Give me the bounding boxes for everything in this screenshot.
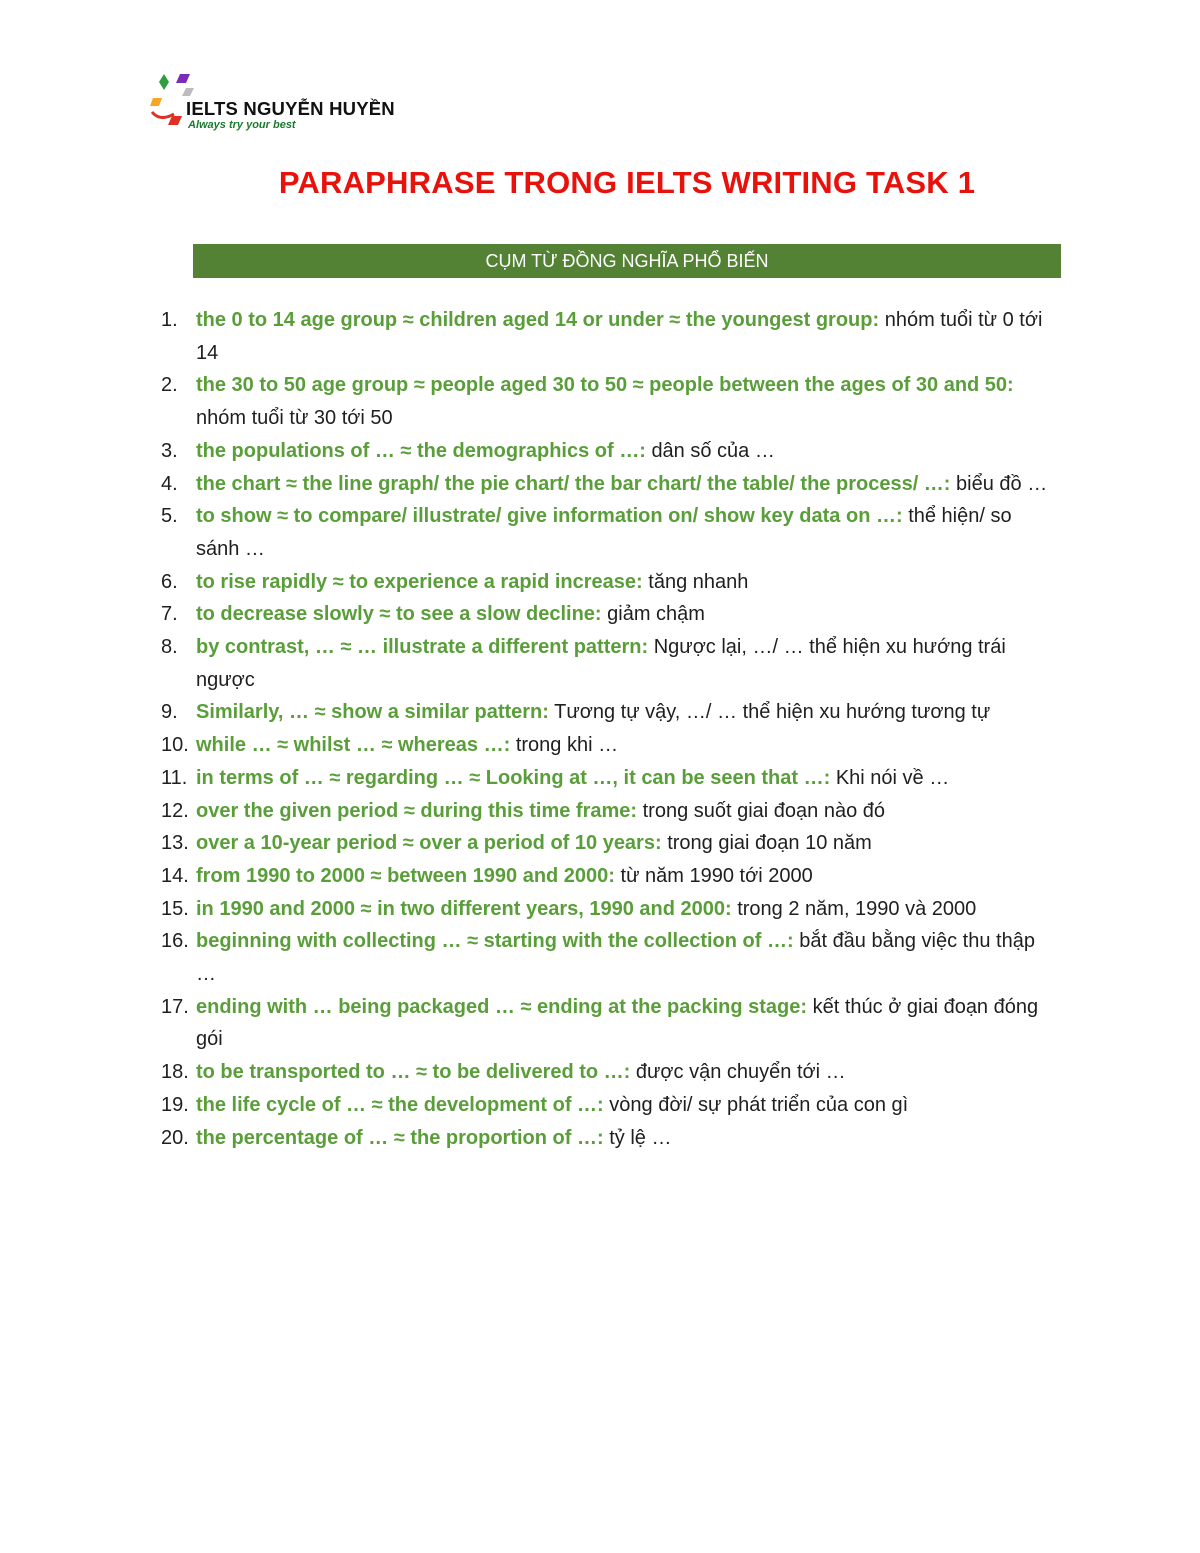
list-item-text [196, 925, 1055, 990]
list-item-text [196, 1089, 1055, 1122]
list-item [150, 631, 1055, 696]
list-item [150, 435, 1055, 468]
vietnamese-meaning: tăng nhanh [648, 570, 749, 593]
list-item [150, 795, 1055, 828]
list-item-number: 16. [161, 930, 189, 953]
vietnamese-meaning: Khi nói về … [835, 766, 950, 789]
list-item-number: 17. [161, 995, 189, 1018]
vietnamese-meaning: kết thúc ở giai đoạn đóng gói [196, 995, 1039, 1051]
list-item [150, 925, 1055, 990]
list-item [150, 860, 1055, 893]
list-item-number: 10. [161, 734, 189, 757]
vietnamese-meaning: bắt đầu bằng việc thu thập … [196, 930, 1035, 986]
vietnamese-meaning: giảm chậm [607, 603, 705, 626]
vietnamese-meaning: biểu đồ … [956, 472, 1048, 495]
vietnamese-meaning: trong suốt giai đoạn nào đó [642, 799, 886, 822]
list-item-number: 13. [161, 832, 189, 855]
list-item-text [196, 795, 1055, 828]
list-item-text [196, 729, 1055, 762]
list-item-number: 19. [161, 1093, 189, 1116]
english-phrase: the percentage of … ≈ the proportion of …: [196, 1126, 604, 1149]
list-item [150, 696, 1055, 729]
vietnamese-meaning: từ năm 1990 tới 2000 [620, 864, 813, 887]
list-item-text [196, 893, 1055, 926]
english-phrase: the populations of … ≈ the demographics of …: [196, 439, 646, 462]
section-heading: CỤM TỪ ĐỒNG NGHĨA PHỔ BIẾN [193, 244, 1061, 278]
list-item-text [196, 1056, 1055, 1089]
list-item [150, 1089, 1055, 1122]
english-phrase: to be transported to … ≈ to be delivered to …: [196, 1061, 631, 1084]
list-item [150, 827, 1055, 860]
english-phrase: to show ≈ to compare/ illustrate/ give information on/ show key data on …: [196, 505, 903, 528]
list-item [150, 500, 1055, 565]
list-item-text [196, 566, 1055, 599]
english-phrase: the 30 to 50 age group ≈ people aged 30 to 50 ≈ people between the ages of 30 and 50: [196, 374, 1014, 397]
vietnamese-meaning: trong giai đoạn 10 năm [667, 832, 872, 855]
english-phrase: the life cycle of … ≈ the development of …: [196, 1093, 604, 1116]
vietnamese-meaning: vòng đời/ sự phát triển của con gì [609, 1093, 909, 1116]
vietnamese-meaning: tỷ lệ … [609, 1126, 672, 1149]
list-item [150, 729, 1055, 762]
english-phrase: to rise rapidly ≈ to experience a rapid increase: [196, 570, 643, 593]
list-item-number: 11. [161, 766, 188, 789]
english-phrase: over a 10-year period ≈ over a period of 10 years: [196, 832, 662, 855]
list-item-text [196, 1122, 1055, 1155]
english-phrase: in terms of … ≈ regarding … ≈ Looking at …, it can be seen that …: [196, 766, 831, 789]
list-item-text [196, 369, 1055, 434]
english-phrase: over the given period ≈ during this time frame: [196, 799, 638, 822]
list-item-number: 7. [161, 603, 178, 626]
vietnamese-meaning: nhóm tuổi từ 30 tới 50 [196, 407, 393, 430]
english-phrase: to decrease slowly ≈ to see a slow decline: [196, 603, 602, 626]
list-item-number: 4. [161, 472, 178, 495]
list-item-text [196, 991, 1055, 1056]
english-phrase: from 1990 to 2000 ≈ between 1990 and 2000: [196, 864, 615, 887]
list-item-number: 5. [161, 505, 178, 528]
list-item [150, 991, 1055, 1056]
list-item [150, 762, 1055, 795]
list-item [150, 304, 1055, 369]
list-item [150, 468, 1055, 501]
list-item-text [196, 598, 1055, 631]
paraphrase-list [150, 304, 1055, 1154]
list-item-number: 12. [161, 799, 189, 822]
list-item-text [196, 827, 1055, 860]
list-item [150, 1122, 1055, 1155]
logo-tagline: Always try your best [188, 119, 296, 131]
english-phrase: by contrast, … ≈ … illustrate a different pattern: [196, 636, 649, 659]
english-phrase: Similarly, … ≈ show a similar pattern: [196, 701, 549, 724]
list-item-number: 20. [161, 1126, 189, 1149]
list-item-text [196, 696, 1055, 729]
vietnamese-meaning: thể hiện/ so sánh … [196, 505, 1012, 560]
list-item [150, 893, 1055, 926]
list-item-number: 15. [161, 897, 189, 920]
vietnamese-meaning: trong 2 năm, 1990 và 2000 [737, 897, 977, 920]
list-item-text [196, 860, 1055, 893]
list-item-number: 18. [161, 1061, 189, 1084]
list-item-number: 3. [161, 439, 178, 462]
vietnamese-meaning: dân số của … [651, 439, 775, 462]
vietnamese-meaning: được vận chuyển tới … [635, 1061, 846, 1084]
list-item-text [196, 500, 1055, 565]
list-item [150, 1056, 1055, 1089]
list-item-text [196, 304, 1055, 369]
vietnamese-meaning: Tương tự vậy, …/ … thể hiện xu hướng tương tự [554, 701, 991, 724]
list-item [150, 598, 1055, 631]
english-phrase: ending with … being packaged … ≈ ending at the packing stage: [196, 995, 808, 1018]
list-item-number: 6. [161, 570, 178, 593]
english-phrase: while … ≈ whilst … ≈ whereas …: [196, 734, 511, 757]
list-item-text [196, 468, 1055, 501]
logo-name: IELTS NGUYỄN HUYỀN [186, 98, 395, 119]
list-item-text [196, 762, 1055, 795]
english-phrase: the chart ≈ the line graph/ the pie chart/ the bar chart/ the table/ the process/ …: [196, 472, 951, 495]
list-item [150, 566, 1055, 599]
list-item-number: 2. [161, 374, 178, 397]
list-item-text [196, 435, 1055, 468]
english-phrase: the 0 to 14 age group ≈ children aged 14 or under ≈ the youngest group: [196, 309, 880, 331]
logo [150, 70, 410, 134]
list-item-number: 9. [161, 701, 178, 724]
vietnamese-meaning: Ngược lại, …/ … thể hiện xu hướng trái ngược [196, 636, 1006, 691]
english-phrase: in 1990 and 2000 ≈ in two different years, 1990 and 2000: [196, 897, 732, 920]
list-item [150, 369, 1055, 434]
list-item-text [196, 631, 1055, 696]
list-item-number: 1. [161, 309, 178, 331]
english-phrase: beginning with collecting … ≈ starting with the collection of …: [196, 930, 794, 953]
page-title: PARAPHRASE TRONG IELTS WRITING TASK 1 [278, 165, 976, 200]
list-item-number: 14. [161, 864, 189, 887]
vietnamese-meaning: trong khi … [515, 734, 619, 757]
vietnamese-meaning: nhóm tuổi từ 0 tới 14 [196, 309, 1043, 364]
list-item-number: 8. [161, 636, 178, 659]
